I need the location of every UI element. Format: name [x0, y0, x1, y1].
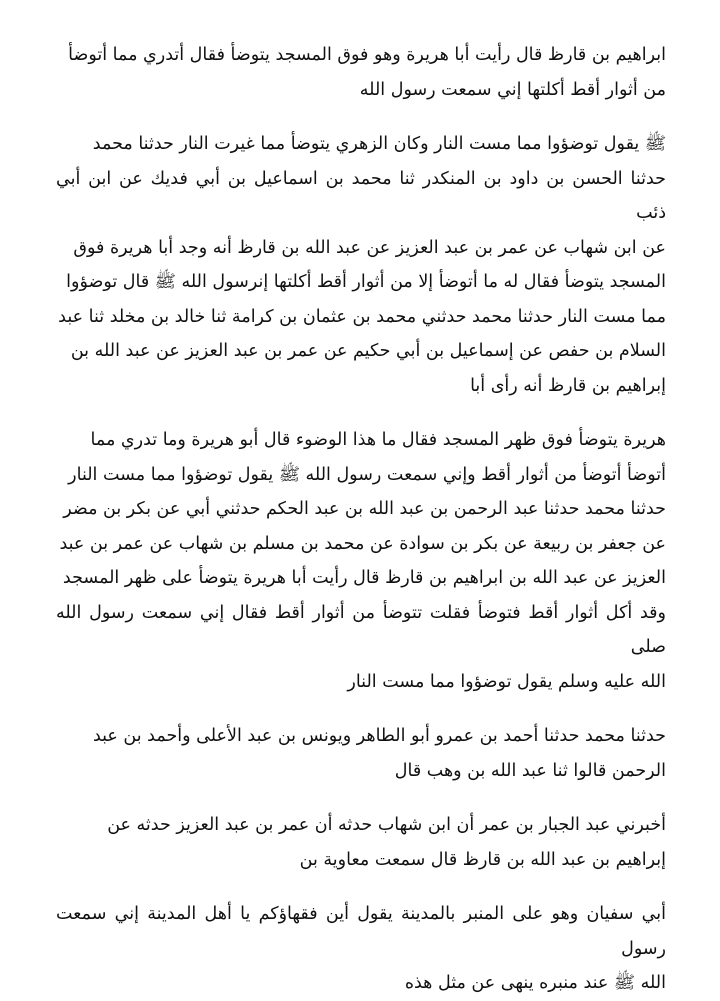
text-line: مما مست النار حدثنا محمد حدثني محمد بن عثمان بن كرامة ثنا خالد بن مخلد ثنا عبد [58, 306, 666, 327]
text-line: إبراهيم بن عبد الله بن قارظ قال سمعت معاوية بن [299, 849, 666, 870]
paragraph [56, 127, 666, 403]
text-line: من أثوار أقط أكلتها إني سمعت رسول الله [359, 79, 666, 100]
text-line: العزيز عن عبد الله بن ابراهيم بن قارظ قال رأيت أبا هريرة يتوضأ على ظهر المسجد [62, 568, 666, 588]
text-line: المسجد يتوضأ فقال له ما أتوضأ إلا من أثوار أقط أكلتها إنرسول الله ﷺ قال توضؤوا [66, 272, 666, 292]
text-line: وقد أكل أثوار أقط فتوضأ فقلت تتوضأ من أثوار أقط فقال إني سمعت رسول الله صلى [56, 602, 666, 657]
text-line: عن ابن شهاب عن عمر بن عبد العزيز عن عبد الله بن قارظ أنه وجد أبا هريرة فوق [73, 237, 666, 258]
paragraph [56, 719, 666, 788]
paragraph [56, 897, 666, 1001]
paragraph [56, 38, 666, 107]
text-line: السلام بن حفص عن إسماعيل بن أبي حكيم عن عمر بن عبد العزيز عن عبد الله بن [70, 341, 666, 361]
text-line: حدثنا الحسن بن داود بن المنكدر ثنا محمد بن اسماعيل بن أبي فديك عن ابن أبي ذئب [56, 168, 666, 223]
text-line: أخبرني عبد الجبار بن عمر أن ابن شهاب حدثه أن عمر بن عبد العزيز حدثه عن [107, 815, 666, 835]
paragraph [56, 808, 666, 877]
text-line: أبي سفيان وهو على المنبر بالمدينة يقول أين فقهاؤكم يا أهل المدينة إني سمعت رسول [56, 904, 666, 959]
text-line: ﷺ يقول توضؤوا مما مست النار وكان الزهري يتوضأ مما غيرت النار حدثنا محمد [92, 134, 666, 154]
text-line: الله عليه وسلم يقول توضؤوا مما مست النار [347, 671, 666, 692]
text-line: حدثنا محمد حدثنا أحمد بن عمرو أبو الطاهر ويونس بن عبد الأعلى وأحمد بن عبد [92, 726, 666, 746]
text-line: الله ﷺ عند منبره ينهى عن مثل هذه [404, 973, 666, 993]
text-line: إبراهيم بن قارظ أنه رأى أبا [470, 375, 666, 396]
text-line: حدثنا محمد حدثنا عبد الرحمن بن عبد الله بن عبد الحكم حدثني أبي عن بكر بن مضر [63, 499, 666, 519]
text-line: عن جعفر بن ربيعة عن بكر بن سوادة عن محمد بن مسلم بن شهاب عن عمر بن عبد [59, 533, 666, 554]
text-line: ابراهيم بن قارظ قال رأيت أبا هريرة وهو فوق المسجد يتوضأ فقال أتدري مما أتوضأ [68, 45, 666, 65]
text-line: الرحمن قالوا ثنا عبد الله بن وهب قال [394, 760, 666, 781]
paragraph [56, 423, 666, 699]
text-line: هريرة يتوضأ فوق ظهر المسجد فقال ما هذا الوضوء قال أبو هريرة وما تدري مما [90, 430, 666, 450]
text-line: أتوضأ أتوضأ من أثوار أقط وإني سمعت رسول الله ﷺ يقول توضؤوا مما مست النار [68, 464, 666, 485]
